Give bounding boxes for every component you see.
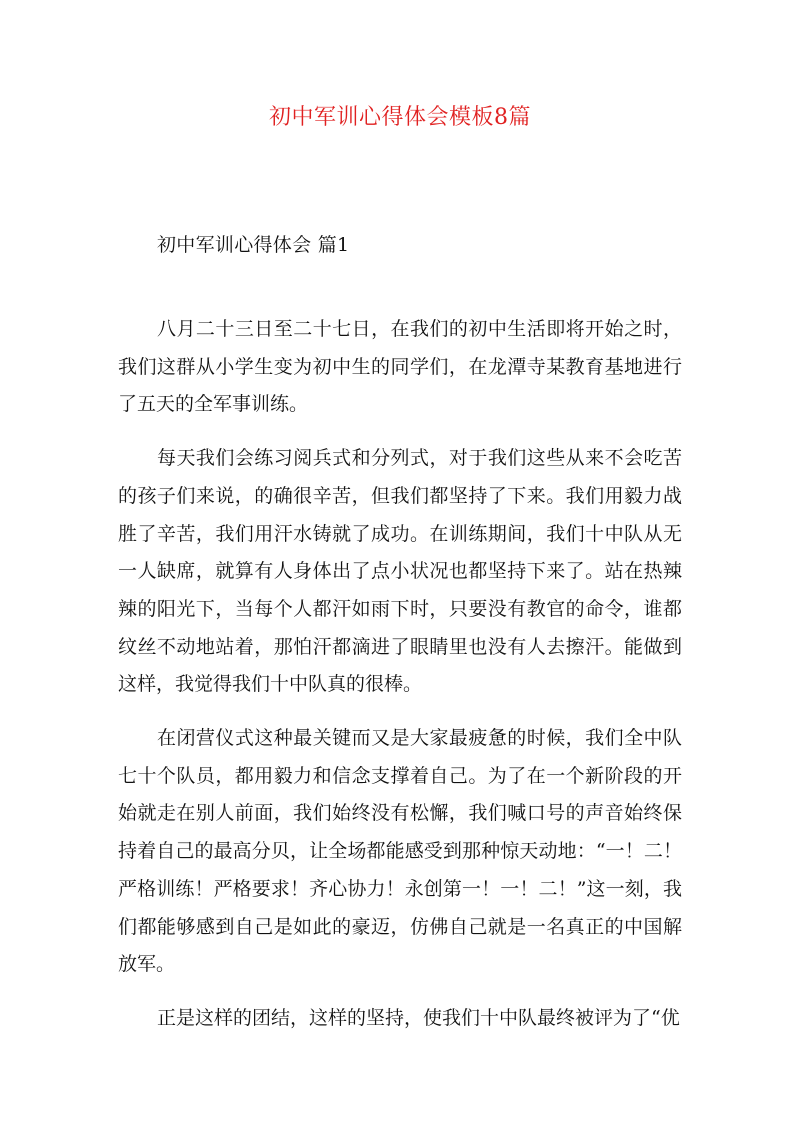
paragraph-3: 在闭营仪式这种最关键而又是大家最疲惫的时候，我们全中队七十个队员，都用毅力和信念支撑着自己。为了在一个新阶段的开始就走在别人前面，我们始终没有松懈，我们喊口号的声音始终保持着自己的最高分贝，让全场都能感受到那种惊天动地：“一！二！严格训练！严格要求！齐心协力！永创第一！一！二！”这一刻，我们都能够感到自己是如此的豪迈，仿佛自己就是一名真正的中国解放军。 [118,727,682,976]
section-heading: 初中军训心得体会 篇1 [157,234,350,256]
document-title: 初中军训心得体会模板8篇 [269,105,531,130]
paragraph-2: 每天我们会练习阅兵式和分列式，对于我们这些从来不会吃苦的孩子们来说，的确很辛苦，但我们都坚持了下来。我们用毅力战胜了辛苦，我们用汗水铸就了成功。在训练期间，我们十中队从无一人缺席，就算有人身体出了点小状况也都坚持下来了。站在热辣辣的阳光下，当每个人都汗如雨下时，只要没有教官的命令，谁都纹丝不动地站着，那怕汗都滴进了眼睛里也没有人去擦汗。能做到这样，我觉得我们十中队真的很棒。 [118,447,682,696]
paragraph-1: 八月二十三日至二十七日，在我们的初中生活即将开始之时，我们这群从小学生变为初中生的同学们，在龙潭寺某教育基地进行了五天的全军事训练。 [118,318,682,416]
paragraph-4: 正是这样的团结，这样的坚持，使我们十中队最终被评为了“优 [157,1006,680,1029]
document-body [118,311,682,1038]
